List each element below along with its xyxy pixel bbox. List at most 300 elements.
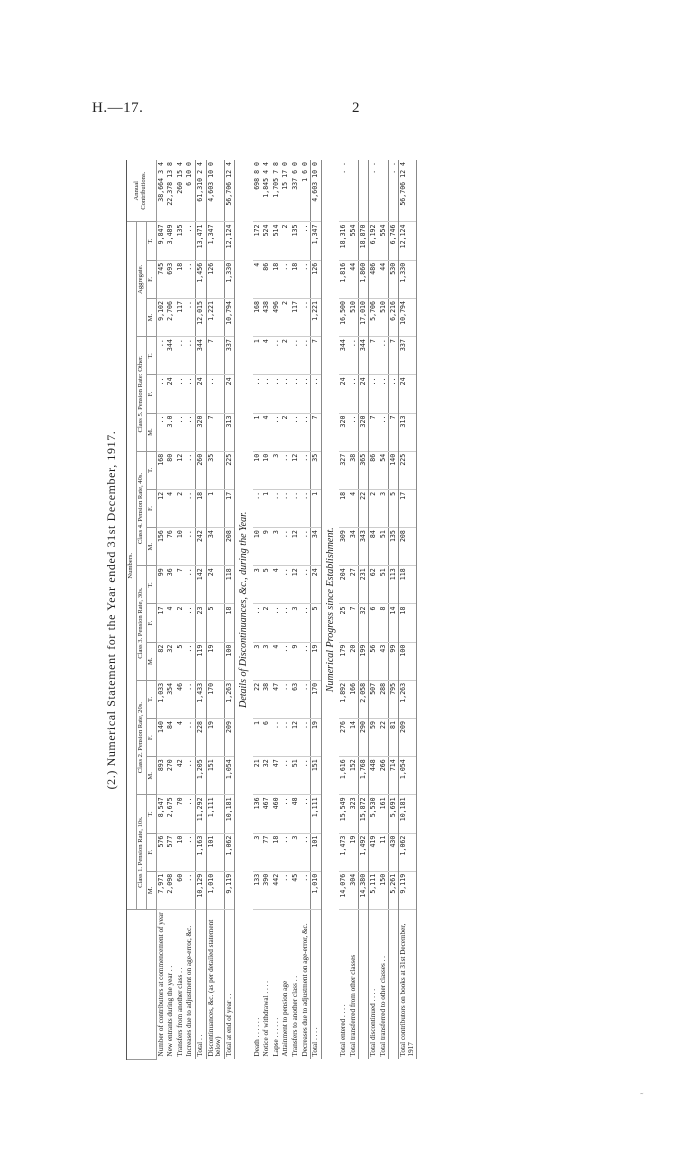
table-cell: 320: [196, 413, 207, 451]
table-cell: 42: [176, 757, 186, 795]
table-cell: 344: [359, 337, 369, 375]
sub-header-m: M.: [146, 528, 156, 566]
table-cell: ..: [369, 375, 379, 413]
table-cell: 117: [291, 299, 301, 337]
table-cell: 12,015: [196, 299, 207, 337]
table-cell: 17: [156, 604, 166, 642]
table-cell: 7: [311, 337, 322, 375]
table-cell: 3: [272, 528, 282, 566]
table-cell: 225: [399, 451, 417, 489]
table-cell: 34: [311, 528, 322, 566]
table-cell: 118: [224, 566, 235, 604]
table-cell: 1,163: [196, 833, 207, 871]
table-cell: ..: [291, 489, 301, 527]
table-cell: 486: [369, 260, 379, 298]
table-cell: 10,181: [224, 795, 235, 833]
sub-header-f: F.: [146, 604, 156, 642]
table-cell: 35: [206, 451, 224, 489]
table-cell: ..: [185, 451, 195, 489]
table-cell: 170: [206, 680, 224, 718]
table-cell: 5: [311, 604, 322, 642]
table-cell: 1,456: [196, 260, 207, 298]
table-cell: 24: [399, 375, 417, 413]
annual-contribution-cell: 61,310 2 4: [196, 160, 207, 222]
table-cell: 126: [206, 260, 224, 298]
table-cell: ..: [253, 375, 263, 413]
table-cell: 101: [206, 833, 224, 871]
annual-contribution-cell: 56,706 12 4: [399, 160, 417, 222]
table-cell: 150: [379, 871, 389, 909]
table-cell: 12: [176, 451, 186, 489]
table-cell: ..: [156, 413, 166, 451]
table-cell: 22: [379, 719, 389, 757]
sub-header-m: M.: [146, 757, 156, 795]
row-label: Number of contributors at commencement of year: [156, 912, 165, 1057]
row-label-header: [127, 910, 157, 1060]
sub-header-t: T.: [146, 680, 156, 718]
table-cell: 44: [379, 260, 389, 298]
table-cell: 288: [379, 680, 389, 718]
table-cell: ..: [281, 566, 291, 604]
table-cell: 4: [253, 260, 263, 298]
row-label: Attainment to pension age: [281, 980, 290, 1057]
table-cell: ..: [281, 375, 291, 413]
table-cell: ..: [281, 833, 291, 871]
table-cell: 140: [389, 451, 399, 489]
total-row: [311, 160, 322, 1060]
table-cell: ..: [272, 489, 282, 527]
table-cell: 38: [349, 451, 359, 489]
table-cell: 62: [369, 566, 379, 604]
table-cell: 7: [389, 337, 399, 375]
annual-contribution-cell: 56,706 12 4: [224, 160, 235, 222]
table-row: [206, 160, 224, 1060]
table-cell: 2,098: [166, 871, 176, 909]
table-cell: 1,054: [399, 757, 417, 795]
table-cell: 430: [389, 833, 399, 871]
table-cell: 16,500: [339, 299, 349, 337]
table-cell: 2: [369, 489, 379, 527]
table-cell: 18: [196, 489, 207, 527]
table-cell: 337: [399, 337, 417, 375]
table-cell: ..: [185, 795, 195, 833]
table-row: [301, 160, 311, 1060]
table-cell: 99: [389, 642, 399, 680]
table-cell: ..: [253, 489, 263, 527]
table-cell: 3: [262, 642, 272, 680]
table-cell: 7,971: [156, 871, 166, 909]
table-cell: 260: [196, 451, 207, 489]
table-cell: 17: [399, 489, 417, 527]
section-heading-row: [321, 160, 339, 1060]
sub-header-t: T.: [146, 566, 156, 604]
table-cell: 2: [281, 337, 291, 375]
row-label: Total transferred from other classes: [348, 954, 357, 1057]
table-cell: 24: [206, 566, 224, 604]
table-cell: 9,119: [399, 871, 417, 909]
table-cell: 151: [311, 757, 322, 795]
table-cell: ..: [185, 375, 195, 413]
table-cell: 25: [339, 604, 349, 642]
table-cell: 1,330: [224, 260, 235, 298]
table-cell: 84: [166, 719, 176, 757]
table-cell: 1,263: [224, 680, 235, 718]
table-cell: 4: [262, 337, 272, 375]
row-label: Total . . . .: [311, 910, 322, 1060]
table-cell: 51: [379, 528, 389, 566]
table-cell: 117: [176, 299, 186, 337]
table-cell: 8: [379, 604, 389, 642]
table-cell: 10: [176, 833, 186, 871]
table-cell: 9: [291, 642, 301, 680]
table-cell: ..: [301, 375, 311, 413]
table-cell: 51: [379, 566, 389, 604]
table-cell: 156: [156, 528, 166, 566]
table-cell: 10: [253, 528, 263, 566]
annual-contributions-label: Annual Contributions.: [133, 171, 148, 210]
table-cell: 14,076: [339, 871, 349, 909]
table-cell: 309: [339, 528, 349, 566]
table-cell: ..: [301, 604, 311, 642]
table-cell: ..: [281, 604, 291, 642]
table-cell: ..: [156, 375, 166, 413]
table-cell: 1,111: [311, 795, 322, 833]
total-row: [196, 160, 207, 1060]
table-cell: ..: [379, 413, 389, 451]
class-3-header: Class 3. Pension Rate, 30s.: [136, 566, 146, 681]
table-cell: 47: [272, 680, 282, 718]
table-cell: 320: [359, 413, 369, 451]
table-cell: 4: [272, 642, 282, 680]
table-cell: 1,221: [311, 299, 322, 337]
table-cell: 38: [262, 680, 272, 718]
table-cell: 2,675: [166, 795, 176, 833]
table-cell: ..: [185, 871, 195, 909]
table-cell: 22: [359, 489, 369, 527]
table-cell: 2: [176, 489, 186, 527]
table-cell: 693: [166, 260, 176, 298]
table-cell: 17: [224, 489, 235, 527]
table-cell: 7: [206, 337, 224, 375]
table-cell: 126: [311, 260, 322, 298]
statement-table: [126, 160, 417, 1060]
table-cell: 745: [156, 260, 166, 298]
table-cell: 135: [291, 222, 301, 260]
table-cell: 10: [253, 451, 263, 489]
table-cell: 47: [272, 757, 282, 795]
annual-contribution-cell: 698 8 0: [253, 160, 263, 222]
table-cell: ..: [291, 413, 301, 451]
table-cell: 9,847: [156, 222, 166, 260]
table-cell: 1,221: [206, 299, 224, 337]
table-cell: 1,860: [359, 260, 369, 298]
total-row: [399, 160, 417, 1060]
table-cell: ..: [272, 375, 282, 413]
table-cell: ..: [185, 413, 195, 451]
table-cell: 343: [359, 528, 369, 566]
row-label: Total at end of year . .: [224, 910, 235, 1060]
class-2-header: Class 2. Pension Rate, 20s.: [136, 680, 146, 795]
header-row-numbers: [127, 160, 137, 1060]
table-cell: 1: [206, 489, 224, 527]
table-cell: 12,124: [399, 222, 417, 260]
table-cell: ..: [281, 489, 291, 527]
table-cell: 133: [253, 871, 263, 909]
table-cell: ..: [301, 757, 311, 795]
row-label: Total contributors on books at 31st December, 1917: [399, 910, 417, 1060]
table-cell: 390: [262, 871, 272, 909]
table-cell: ..: [281, 642, 291, 680]
table-cell: 45: [291, 871, 301, 909]
table-cell: 209: [399, 719, 417, 757]
table-cell: 27: [349, 566, 359, 604]
table-row: [262, 160, 272, 1060]
table-cell: ..: [185, 337, 195, 375]
table-cell: ..: [281, 680, 291, 718]
table-cell: 18,316: [339, 222, 349, 260]
annual-contribution-cell: [379, 160, 389, 222]
row-label: Decreases due to adjustment on age-error, &c.: [300, 923, 309, 1057]
row-label: Increases due to adjustment on age-error, &c.: [185, 925, 194, 1057]
table-cell: 7: [206, 413, 224, 451]
table-cell: 54: [379, 451, 389, 489]
table-cell: 209: [224, 719, 235, 757]
table-cell: 2: [281, 299, 291, 337]
table-cell: ..: [349, 337, 359, 375]
table-cell: 304: [349, 871, 359, 909]
table-cell: ..: [185, 528, 195, 566]
table-cell: 84: [369, 528, 379, 566]
table-cell: 1,010: [206, 871, 224, 909]
annual-contribution-cell: 4,603 10 0: [311, 160, 322, 222]
table-cell: 320: [339, 413, 349, 451]
annual-contribution-cell: [359, 160, 369, 222]
table-cell: 15,872: [359, 795, 369, 833]
table-cell: 1,263: [399, 680, 417, 718]
table-cell: 24: [311, 566, 322, 604]
table-cell: 3: [253, 833, 263, 871]
table-cell: 36: [166, 566, 176, 604]
table-cell: ..: [185, 833, 195, 871]
table-cell: 3: [272, 451, 282, 489]
table-cell: 204: [339, 566, 349, 604]
table-row: [281, 160, 291, 1060]
table-cell: 327: [339, 451, 349, 489]
table-cell: 3.0: [166, 413, 176, 451]
table-cell: 142: [196, 566, 207, 604]
table-cell: 2: [176, 604, 186, 642]
table-cell: 12: [291, 451, 301, 489]
table-cell: 496: [272, 299, 282, 337]
table-cell: ..: [281, 451, 291, 489]
table-cell: 35: [311, 451, 322, 489]
table-cell: 7: [349, 604, 359, 642]
section-heading: Numerical Progress since Establishment.: [324, 527, 336, 693]
class-4-header: Class 4. Pension Rate, 40s.: [136, 451, 146, 566]
table-cell: 32: [359, 604, 369, 642]
table-cell: ..: [281, 528, 291, 566]
table-cell: 18: [224, 604, 235, 642]
table-row: [339, 160, 349, 1060]
annual-contribution-cell: 4,603 10 0: [206, 160, 224, 222]
table-cell: 242: [196, 528, 207, 566]
table-row: [185, 160, 195, 1060]
table-cell: 6,216: [389, 299, 399, 337]
row-label: Death . . . . . .: [252, 1017, 261, 1057]
table-row: [291, 160, 301, 1060]
table-cell: 1: [253, 719, 263, 757]
report-reference: H.—17.: [92, 100, 144, 116]
table-cell: 344: [339, 337, 349, 375]
table-cell: 1,010: [311, 871, 322, 909]
table-cell: 9,102: [156, 299, 166, 337]
table-cell: ..: [349, 375, 359, 413]
annual-contribution-cell: 6 10 0: [185, 160, 195, 222]
sub-header-t: T.: [146, 337, 156, 375]
table-cell: 113: [389, 566, 399, 604]
table-cell: 136: [253, 795, 263, 833]
table-cell: 24: [224, 375, 235, 413]
table-cell: 56: [369, 642, 379, 680]
table-cell: 1,433: [196, 680, 207, 718]
table-cell: ..: [176, 375, 186, 413]
table-cell: 3,489: [166, 222, 176, 260]
table-cell: 5,261: [389, 871, 399, 909]
table-cell: 1: [262, 489, 272, 527]
section-heading: Details of Discontinuances, &c., during the Year.: [238, 511, 250, 708]
table-cell: 1,816: [339, 260, 349, 298]
table-cell: 10,794: [224, 299, 235, 337]
table-cell: 1,892: [339, 680, 349, 718]
table-cell: 2: [281, 222, 291, 260]
table-cell: 6,746: [389, 222, 399, 260]
table-cell: 438: [262, 299, 272, 337]
table-cell: 70: [176, 795, 186, 833]
table-cell: 12: [291, 719, 301, 757]
table-cell: 18: [272, 260, 282, 298]
table-cell: 22: [253, 680, 263, 718]
table-cell: 1: [253, 413, 263, 451]
numbers-header: Numbers.: [127, 222, 137, 910]
table-cell: 13,471: [196, 222, 207, 260]
table-cell: 4: [166, 604, 176, 642]
table-cell: 77: [262, 833, 272, 871]
table-cell: 9: [262, 528, 272, 566]
annual-contribution-cell: 15 17 0: [281, 160, 291, 222]
table-cell: 530: [389, 260, 399, 298]
table-cell: 1,111: [206, 795, 224, 833]
table-cell: 5,706: [369, 299, 379, 337]
table-cell: ..: [156, 337, 166, 375]
table-cell: 32: [166, 642, 176, 680]
table-cell: 12: [291, 528, 301, 566]
table-cell: ..: [185, 642, 195, 680]
table-cell: 80: [166, 451, 176, 489]
table-cell: 151: [206, 757, 224, 795]
table-cell: 554: [379, 222, 389, 260]
table-cell: 344: [166, 337, 176, 375]
table-cell: 5: [206, 604, 224, 642]
sub-header-f: F.: [146, 489, 156, 527]
table-cell: ..: [281, 871, 291, 909]
table-cell: 1: [311, 489, 322, 527]
total-row: [224, 160, 235, 1060]
sub-header-m: M.: [146, 871, 156, 909]
annual-contribution-cell: 260 15 4: [176, 160, 186, 222]
table-cell: ..: [206, 375, 224, 413]
annual-contribution-cell: . .: [369, 160, 379, 222]
table-cell: 460: [272, 795, 282, 833]
annual-contribution-cell: [349, 160, 359, 222]
row-label: Lapse . . . . . .: [271, 1017, 280, 1057]
table-cell: ..: [291, 375, 301, 413]
table-cell: ..: [176, 337, 186, 375]
class-5-header: Class 5. Pension Rate: Other.: [136, 337, 146, 452]
annual-contribution-cell: . .: [389, 160, 399, 222]
table-cell: 276: [339, 719, 349, 757]
table-cell: 100: [399, 642, 417, 680]
annual-contribution-cell: . .: [339, 160, 349, 222]
table-cell: 5,691: [389, 795, 399, 833]
table-cell: 510: [379, 299, 389, 337]
table-cell: ..: [301, 528, 311, 566]
table-cell: 19: [349, 833, 359, 871]
table-cell: 290: [359, 719, 369, 757]
pencil-mark: ˜: [640, 1092, 644, 1103]
table-cell: 208: [224, 528, 235, 566]
annual-contribution-cell: 38,664 3 4: [156, 160, 166, 222]
table-cell: 225: [224, 451, 235, 489]
table-cell: 8,547: [156, 795, 166, 833]
table-cell: 18: [291, 260, 301, 298]
table-cell: 323: [349, 795, 359, 833]
table-cell: 893: [156, 757, 166, 795]
table-cell: 5,111: [369, 871, 379, 909]
row-label: Transfers to another class . .: [291, 975, 300, 1057]
row-label: Total entered . . . .: [339, 1004, 348, 1057]
section-heading-row: [235, 160, 253, 1060]
table-cell: 20: [349, 642, 359, 680]
table-cell: 270: [166, 757, 176, 795]
table-row: [272, 160, 282, 1060]
table-cell: 337: [224, 337, 235, 375]
table-cell: ..: [185, 757, 195, 795]
annual-contribution-cell: 1,845 4 4: [262, 160, 272, 222]
table-cell: 82: [156, 642, 166, 680]
table-cell: ..: [185, 222, 195, 260]
row-label: Notice of withdrawal . . . .: [262, 981, 271, 1057]
table-cell: ..: [281, 757, 291, 795]
row-label: Total . .: [196, 910, 207, 1060]
row-label: Total discontinued . . . .: [369, 988, 378, 1057]
table-cell: 24: [166, 375, 176, 413]
sub-header-f: F.: [146, 375, 156, 413]
table-cell: 2: [281, 413, 291, 451]
table-cell: ..: [185, 489, 195, 527]
table-cell: 3: [253, 642, 263, 680]
total-row: [389, 160, 399, 1060]
table-cell: ..: [281, 795, 291, 833]
table-cell: ..: [185, 260, 195, 298]
table-cell: 10,129: [196, 871, 207, 909]
table-cell: 1,033: [156, 680, 166, 718]
table-cell: ..: [301, 871, 311, 909]
table-row: [176, 160, 186, 1060]
table-cell: 5: [176, 642, 186, 680]
table-cell: 24: [359, 375, 369, 413]
table-cell: 152: [349, 757, 359, 795]
table-cell: 6: [262, 719, 272, 757]
